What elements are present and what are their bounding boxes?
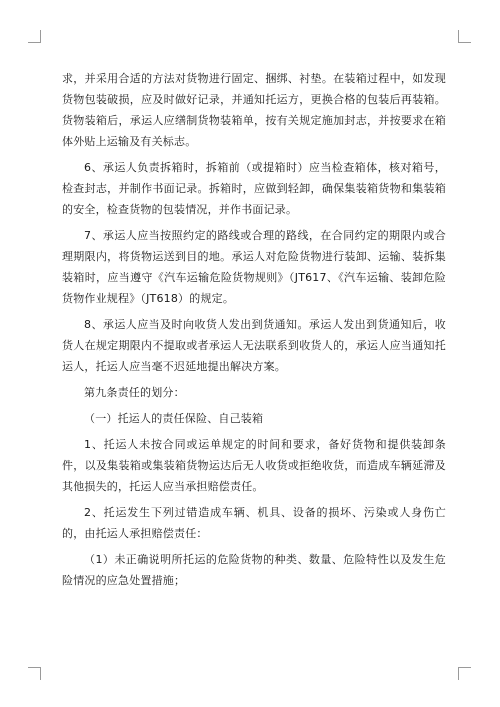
paragraph-packing-continuation: 求，并采用合适的方法对货物进行固定、捆绑、衬垫。在装箱过程中，如发现货物包装破损，应及时做好记录，并通知托运方，更换合格的包装后再装箱。货物装箱后，承运人应缮制货物装箱单，按有关规定施加封志，并按要求在箱体外贴上运输及有关标志。: [62, 72, 446, 148]
crop-mark-bottom-right: [458, 667, 471, 680]
paragraph-item-8: 8、承运人应当及时向收货人发出到货通知。承运人发出到货通知后，收货人在规定期限内不提取或者承运人无法联系到收货人的，承运人应当通知托运人，托运人应当毫不迟延地提出解决方案。: [62, 318, 446, 373]
subsection-heading-shipper: （一）托运人的责任保险、自己装箱: [84, 412, 264, 425]
paragraph-item-6: 6、承运人负责拆箱时，拆箱前（或提箱时）应当检查箱体，核对箱号，检查封志，并制作书面记录。拆箱时，应做到轻卸，确保集装箱货物和集装箱的安全，检查货物的包装情况，并作书面记录。: [62, 161, 446, 216]
crop-mark-top-left: [28, 30, 41, 43]
crop-mark-bottom-left: [28, 667, 41, 680]
paragraph-item-7: 7、承运人应当按照约定的路线或合理的路线，在合同约定的期限内或合理期限内，将货物运送到目的地。承运人对危险货物进行装卸、运输、装拆集装箱时，应当遵守《汽车运输危险货物规则》（JT617、《汽车运输、装卸危险货物作业规程》（JT618）的规定。: [62, 229, 446, 305]
section-heading-article-9: 第九条责任的划分：: [84, 386, 185, 399]
crop-mark-top-right: [458, 30, 471, 43]
document-body: [62, 68, 446, 596]
paragraph-shipper-item-1: 1、托运人未按合同或运单规定的时间和要求，备好货物和提供装卸条件，以及集装箱或集装箱货物运达后无人收货或拒绝收货，而造成车辆延滞及其他损失的，托运人应当承担赔偿责任。: [62, 438, 446, 493]
paragraph-shipper-subitem-1: （1）未正确说明所托运的危险货物的种类、数量、危险特性以及发生危险情况的应急处置措施；: [62, 553, 446, 587]
paragraph-shipper-item-2: 2、托运发生下列过错造成车辆、机具、设备的损坏、污染或人身伤亡的，由托运人承担赔偿责任：: [62, 506, 446, 540]
